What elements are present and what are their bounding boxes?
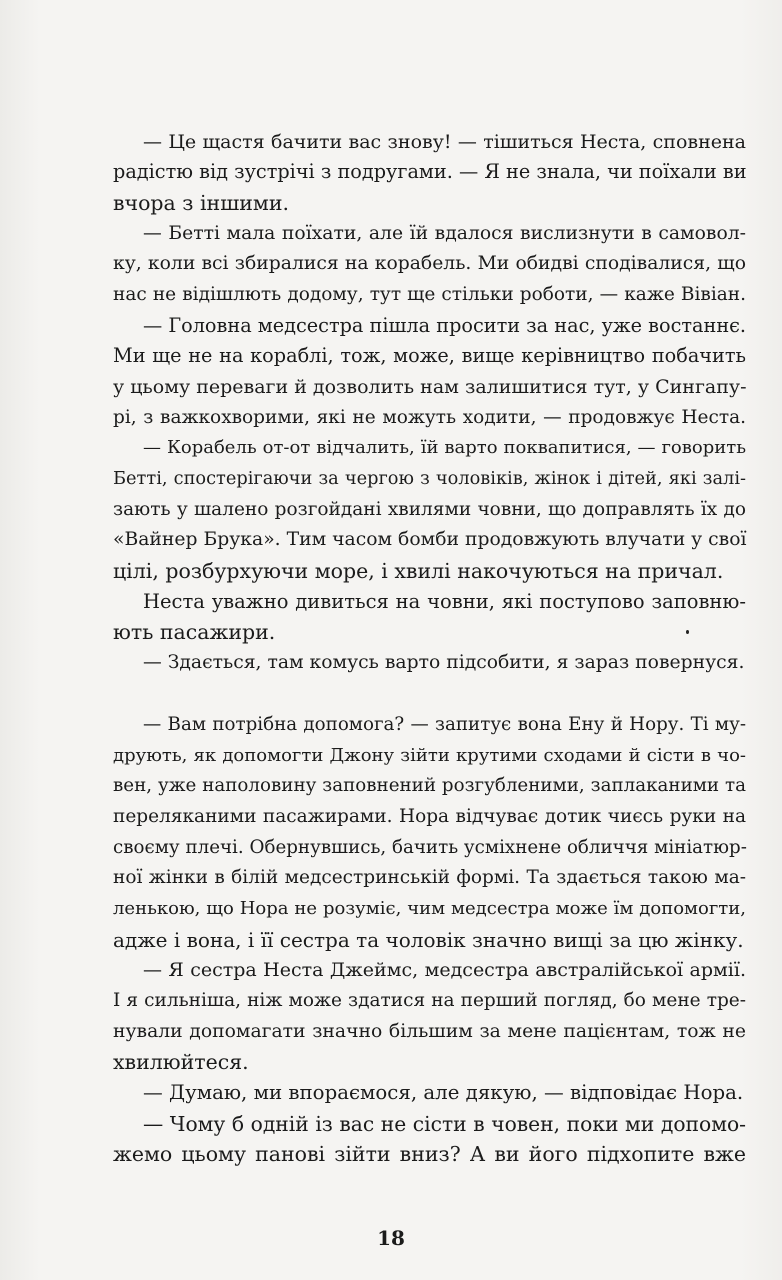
text-line: І я сильніша, ніж може здатися на перший погляд, бо мене тре- [113,990,746,1011]
text-line: — Це щастя бачити вас знову! — тішиться Неста, сповнена [143,131,746,153]
text-line: — Головна медсестра пішла просити за нас, уже востаннє. [143,314,747,337]
text-line: нас не відішлють додому, тут ще стільки роботи, — каже Вівіан. [113,284,746,305]
text-line: — Здається, там комусь варто підсобити, я зараз повернуся. [143,652,745,673]
text-line: ку, коли всі збиралися на корабель. Ми обидві сподівалися, що [113,253,746,274]
text-line: — Корабель от-от відчалить, їй варто поквапитися, — говорить [143,437,746,458]
text-line: вен, уже наполовину заповнений розгубленими, заплаканими та [113,775,746,796]
text-line: — Я сестра Неста Джеймс, медсестра австралійської армії. [143,959,746,981]
page-number: 18 [377,1226,405,1250]
text-line: — Думаю, ми впораємося, але дякую, — відповідає Нора. [143,1081,744,1104]
text-line: друють, як допомогти Джону зійти крутими сходами й сісти в чо- [113,745,746,766]
text-line: — Бетті мала поїхати, але їй вдалося вислизнути в самовол- [143,223,746,244]
text-line: — Чому б одній із вас не сісти в човен, поки ми допомо- [143,1112,746,1136]
text-line: ленькою, що Нора не розуміє, чим медсестра може їм допомогти, [113,898,746,919]
text-line: — Вам потрібна допомога? — запитує вона Ену й Нору. Ті му- [143,714,746,735]
text-line: переляканими пасажирами. Нора відчуває дотик чиєсь руки на [113,806,746,827]
text-line: хвилюйтеся. [113,1050,249,1074]
text-line: жемо цьому панові зійти вниз? А ви його підхопите вже [113,1142,746,1166]
text-line: Ми ще не на кораблі, тож, може, вище керівництво побачить [113,344,746,367]
text-line: Бетті, спостерігаючи за чергою з чоловіків, жінок і дітей, які залі- [113,469,746,489]
text-line: у цьому переваги й дозволить нам залишитися тут, у Сингапу- [113,376,747,398]
text-line: своєму плечі. Обернувшись, бачить усміхнене обличчя мініатюр- [113,837,747,858]
text-line: нували допомагати значно більшим за мене пацієнтам, тож не [113,1021,746,1042]
text-line: адже і вона, і її сестра та чоловік значно вищі за цю жінку. [113,928,744,952]
text-line: радістю від зустрічі з подругами. — Я не знала, чи поїхали ви [113,160,747,183]
text-line: ють пасажири. [113,620,276,644]
text-line: «Вайнер Брука». Тим часом бомби продовжують влучати у свої [113,529,747,550]
text-line: рі, з важкохворими, які не можуть ходити, — продовжує Неста. [113,407,746,428]
print-speck [686,630,689,634]
text-line: ної жінки в білій медсестринській формі. Та здається такою ма- [113,867,746,888]
text-line: Неста уважно дивиться на човни, які поступово заповню- [143,590,746,613]
text-line: зають у шалено розгойдані хвилями човни, що доправлять їх до [113,499,746,520]
text-line: вчора з іншими. [113,191,290,215]
text-line: цілі, розбурхуючи море, і хвилі накочуються на причал. [113,559,724,583]
